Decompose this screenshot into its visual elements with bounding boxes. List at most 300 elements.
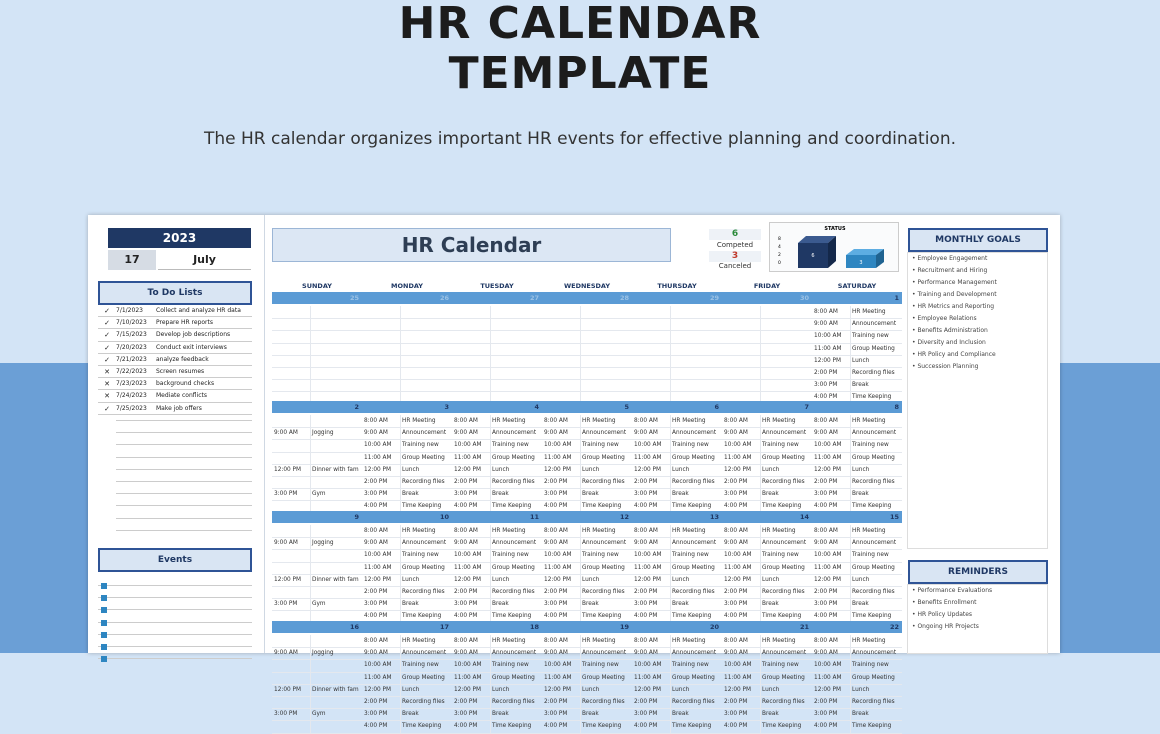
event-title[interactable]: Break: [852, 711, 869, 718]
date-number[interactable]: 8: [894, 403, 899, 411]
event-title[interactable]: Time Keeping: [762, 723, 802, 730]
event-title[interactable]: Lunch: [492, 466, 510, 473]
event-time: 10:00 AM: [544, 662, 572, 669]
event-title[interactable]: Time Keeping: [492, 613, 532, 620]
event-title[interactable]: HR Meeting: [582, 528, 616, 534]
todo-task: Collect and analyze HR data: [156, 307, 241, 314]
event-title[interactable]: Group Meeting: [762, 454, 805, 461]
event-title[interactable]: Group Meeting: [672, 454, 715, 461]
event-title[interactable]: Training new: [672, 662, 709, 669]
event-title[interactable]: Group Meeting: [852, 674, 895, 681]
date-number[interactable]: 13: [709, 513, 719, 521]
event-title[interactable]: Lunch: [672, 466, 690, 473]
events-header: Events: [98, 548, 252, 572]
event-title[interactable]: Recording files: [672, 589, 715, 595]
event-time: 2:00 PM: [634, 699, 658, 705]
event-title[interactable]: Recording files: [492, 699, 535, 705]
event-time: 12:00 PM: [364, 466, 392, 473]
event-title[interactable]: Break: [402, 491, 419, 498]
event-time: 12:00 PM: [814, 576, 842, 583]
date-number[interactable]: 9: [354, 513, 359, 521]
event-title[interactable]: Announcement: [492, 650, 537, 657]
date-number[interactable]: 20: [709, 623, 719, 631]
event-title[interactable]: Announcement: [852, 321, 897, 328]
event-title[interactable]: Lunch: [582, 576, 600, 583]
event-title[interactable]: Gym: [312, 491, 326, 498]
event-title[interactable]: Group Meeting: [582, 454, 625, 461]
date-number[interactable]: 4: [534, 403, 539, 411]
todo-empty-row[interactable]: [116, 444, 252, 445]
event-title[interactable]: Break: [582, 601, 599, 608]
todo-task: Screen resumes: [156, 367, 205, 375]
event-time: 9:00 AM: [634, 650, 658, 657]
event-title[interactable]: Time Keeping: [762, 613, 802, 620]
event-title[interactable]: Training new: [582, 662, 619, 669]
event-title[interactable]: Recording files: [852, 370, 895, 376]
date-number[interactable]: 3: [444, 403, 449, 411]
date-number[interactable]: 19: [619, 623, 629, 631]
event-title[interactable]: Break: [852, 601, 869, 608]
event-title[interactable]: Training new: [582, 442, 619, 449]
event-time: 4:00 PM: [544, 503, 568, 510]
event-time: 9:00 AM: [814, 321, 838, 328]
event-title[interactable]: Group Meeting: [402, 674, 445, 681]
current-month[interactable]: July: [158, 250, 251, 270]
todo-status-icon[interactable]: ✓: [104, 331, 110, 340]
todo-empty-row[interactable]: [116, 457, 252, 458]
event-title[interactable]: Group Meeting: [672, 674, 715, 681]
event-title[interactable]: HR Meeting: [402, 418, 436, 424]
event-title[interactable]: Training new: [492, 662, 529, 669]
todo-task: Conduct exit interviews: [156, 343, 227, 351]
todo-item[interactable]: [98, 378, 252, 390]
todo-item[interactable]: [98, 403, 252, 415]
event-time: 11:00 AM: [814, 454, 842, 461]
todo-empty-row[interactable]: [116, 420, 252, 421]
event-title[interactable]: Recording files: [762, 699, 805, 705]
event-title[interactable]: Jogging: [312, 540, 334, 547]
date-number[interactable]: 30: [799, 294, 809, 302]
event-time: 9:00 AM: [364, 650, 388, 657]
event-title[interactable]: HR Meeting: [762, 528, 796, 534]
event-time: 11:00 AM: [634, 674, 662, 681]
event-title[interactable]: HR Meeting: [582, 418, 616, 424]
event-title[interactable]: Break: [672, 601, 689, 608]
goal-item: • Employee Engagement: [912, 255, 988, 262]
event-title[interactable]: Time Keeping: [672, 723, 712, 730]
event-title[interactable]: HR Meeting: [672, 638, 706, 644]
date-number[interactable]: 18: [529, 623, 539, 631]
date-number[interactable]: 27: [529, 294, 539, 302]
event-title[interactable]: Time Keeping: [492, 723, 532, 730]
event-time: 2:00 PM: [364, 699, 388, 705]
date-number[interactable]: 7: [804, 403, 809, 411]
reminder-item: • Performance Evaluations: [912, 587, 993, 594]
event-time: 4:00 PM: [814, 613, 838, 620]
event-time: 10:00 AM: [814, 662, 842, 669]
event-time: 4:00 PM: [634, 613, 658, 620]
event-title[interactable]: Time Keeping: [762, 503, 802, 510]
event-row[interactable]: [98, 574, 252, 586]
todo-empty-row[interactable]: [116, 481, 252, 482]
event-title[interactable]: Announcement: [852, 540, 897, 547]
weekday-header: SUNDAY: [302, 282, 332, 290]
todo-date: 7/10/2023: [116, 319, 147, 327]
event-title[interactable]: Training new: [582, 552, 619, 559]
todo-date: 7/25/2023: [116, 404, 147, 412]
event-title[interactable]: Announcement: [402, 540, 447, 547]
event-title[interactable]: Break: [762, 711, 779, 718]
event-title[interactable]: Lunch: [852, 466, 870, 473]
event-row[interactable]: [98, 647, 252, 659]
date-number[interactable]: 11: [529, 513, 539, 521]
weekday-header: MONDAY: [391, 282, 423, 290]
event-row[interactable]: [98, 623, 252, 635]
event-time: 3:00 PM: [814, 491, 838, 498]
event-title[interactable]: Training new: [852, 442, 889, 449]
event-time: 11:00 AM: [454, 454, 482, 461]
event-time: 12:00 PM: [724, 576, 752, 583]
event-time: 3:00 PM: [814, 601, 838, 608]
event-title[interactable]: Time Keeping: [402, 613, 442, 620]
event-title[interactable]: Recording files: [672, 699, 715, 705]
event-title[interactable]: Announcement: [672, 650, 717, 657]
goal-item: • Benefits Administration: [912, 327, 988, 334]
event-title[interactable]: Break: [852, 382, 869, 389]
event-title[interactable]: HR Meeting: [762, 418, 796, 424]
event-title[interactable]: Group Meeting: [402, 454, 445, 461]
event-time: 4:00 PM: [454, 723, 478, 730]
todo-item[interactable]: [98, 317, 252, 329]
event-title[interactable]: Announcement: [492, 430, 537, 437]
event-title[interactable]: Break: [582, 491, 599, 498]
event-title[interactable]: Training new: [402, 552, 439, 559]
event-time: 2:00 PM: [724, 699, 748, 705]
event-time: 4:00 PM: [544, 613, 568, 620]
row-line: [272, 355, 902, 356]
event-time: 12:00 PM: [634, 576, 662, 583]
todo-status-icon[interactable]: ✓: [104, 343, 110, 352]
event-title[interactable]: Announcement: [582, 430, 627, 437]
date-number[interactable]: 17: [439, 623, 449, 631]
event-time: 12:00 PM: [364, 576, 392, 583]
event-title[interactable]: Lunch: [852, 357, 870, 364]
event-title[interactable]: Time Keeping: [852, 613, 892, 620]
event-time: 12:00 PM: [544, 686, 572, 693]
event-time: 4:00 PM: [364, 613, 388, 620]
reminder-item: • HR Policy Updates: [912, 611, 973, 618]
row-line: [272, 330, 902, 331]
todo-date: 7/23/2023: [116, 380, 147, 388]
event-title[interactable]: Break: [402, 601, 419, 608]
date-number[interactable]: 1: [894, 294, 899, 302]
date-number[interactable]: 16: [349, 623, 359, 631]
year-header: 2023: [108, 228, 251, 248]
event-title[interactable]: Announcement: [492, 540, 537, 547]
event-title[interactable]: Group Meeting: [762, 674, 805, 681]
todo-empty-row[interactable]: [116, 469, 252, 470]
event-title[interactable]: Jogging: [312, 430, 334, 437]
event-time: 10:00 AM: [724, 442, 752, 449]
monthly-goals-header: MONTHLY GOALS: [908, 228, 1048, 252]
event-title[interactable]: HR Meeting: [402, 638, 436, 644]
event-title[interactable]: HR Meeting: [672, 418, 706, 424]
event-title[interactable]: Group Meeting: [582, 564, 625, 571]
event-title[interactable]: HR Meeting: [492, 638, 526, 644]
date-number[interactable]: 25: [349, 294, 359, 302]
event-title[interactable]: Announcement: [582, 650, 627, 657]
event-title[interactable]: Training new: [672, 442, 709, 449]
event-title[interactable]: HR Meeting: [582, 638, 616, 644]
event-title[interactable]: Announcement: [672, 540, 717, 547]
event-time: 4:00 PM: [724, 613, 748, 620]
event-title[interactable]: Time Keeping: [852, 503, 892, 510]
event-time: 8:00 AM: [814, 638, 838, 644]
event-title[interactable]: Announcement: [762, 540, 807, 547]
event-title[interactable]: Lunch: [762, 576, 780, 583]
event-title[interactable]: Jogging: [312, 650, 334, 657]
event-title[interactable]: Lunch: [402, 466, 420, 473]
todo-date: 7/21/2023: [116, 355, 147, 363]
date-number[interactable]: 6: [714, 403, 719, 411]
date-number[interactable]: 5: [624, 403, 629, 411]
event-title[interactable]: Lunch: [672, 686, 690, 693]
event-title[interactable]: Training new: [852, 333, 889, 340]
todo-status-icon[interactable]: ✓: [104, 355, 110, 364]
event-title[interactable]: Announcement: [852, 430, 897, 437]
event-title[interactable]: Recording files: [402, 479, 445, 485]
day-column-divider: [850, 525, 851, 623]
event-title[interactable]: Group Meeting: [582, 674, 625, 681]
event-title[interactable]: Training new: [402, 662, 439, 669]
event-title[interactable]: Break: [852, 491, 869, 498]
event-title[interactable]: Lunch: [492, 576, 510, 583]
todo-status-icon[interactable]: ✕: [104, 367, 110, 376]
event-title[interactable]: Training new: [402, 442, 439, 449]
event-title[interactable]: Announcement: [402, 650, 447, 657]
event-title[interactable]: HR Meeting: [492, 528, 526, 534]
todo-item[interactable]: [98, 329, 252, 341]
event-title[interactable]: Recording files: [672, 479, 715, 485]
event-title[interactable]: Break: [492, 601, 509, 608]
date-number[interactable]: 26: [439, 294, 449, 302]
date-number[interactable]: 14: [799, 513, 809, 521]
event-time: 8:00 AM: [544, 528, 568, 534]
event-title[interactable]: Break: [762, 601, 779, 608]
event-title[interactable]: Recording files: [762, 589, 805, 595]
day-column-divider: [310, 635, 311, 733]
event-title[interactable]: Time Keeping: [672, 613, 712, 620]
todo-empty-row[interactable]: [116, 493, 252, 494]
event-title[interactable]: Lunch: [762, 466, 780, 473]
event-title[interactable]: Group Meeting: [402, 564, 445, 571]
event-title[interactable]: Time Keeping: [402, 723, 442, 730]
event-title[interactable]: Group Meeting: [852, 454, 895, 461]
day-column-divider: [490, 415, 491, 513]
event-title[interactable]: Training new: [492, 552, 529, 559]
status-chart-svg: [770, 223, 900, 273]
todo-task: Develop job descriptions: [156, 331, 231, 339]
date-number[interactable]: 10: [439, 513, 449, 521]
todo-empty-row[interactable]: [116, 432, 252, 433]
event-title[interactable]: Announcement: [762, 430, 807, 437]
event-title[interactable]: Recording files: [492, 479, 535, 485]
event-title[interactable]: Time Keeping: [852, 394, 892, 401]
todo-status-icon[interactable]: ✓: [104, 307, 110, 315]
event-title[interactable]: Group Meeting: [852, 564, 895, 571]
event-title[interactable]: Break: [582, 711, 599, 718]
date-number[interactable]: 29: [709, 294, 719, 302]
event-title[interactable]: Recording files: [852, 479, 895, 485]
event-time: 3:00 PM: [724, 491, 748, 498]
event-title[interactable]: Group Meeting: [852, 345, 895, 352]
event-title[interactable]: Group Meeting: [492, 454, 535, 461]
event-time: 11:00 AM: [544, 674, 572, 681]
event-title[interactable]: Recording files: [582, 479, 625, 485]
event-time: 8:00 AM: [364, 528, 388, 534]
reminder-item: • Benefits Enrollment: [912, 599, 977, 606]
event-title[interactable]: Break: [762, 491, 779, 498]
event-title[interactable]: Recording files: [402, 589, 445, 595]
event-title[interactable]: Time Keeping: [582, 503, 622, 510]
day-column-divider: [670, 415, 671, 513]
event-title[interactable]: Time Keeping: [582, 613, 622, 620]
event-title[interactable]: Announcement: [762, 650, 807, 657]
status-axis-tick: 4: [778, 245, 781, 250]
todo-status-icon[interactable]: ✕: [104, 392, 110, 401]
event-title[interactable]: Announcement: [852, 650, 897, 657]
event-title[interactable]: Gym: [312, 601, 326, 608]
todo-status-icon[interactable]: ✓: [104, 404, 110, 413]
event-row[interactable]: [98, 598, 252, 610]
event-title[interactable]: Recording files: [492, 589, 535, 595]
event-row[interactable]: [98, 635, 252, 647]
event-title[interactable]: Training new: [672, 552, 709, 559]
event-title[interactable]: Training new: [492, 442, 529, 449]
event-title[interactable]: Recording files: [582, 699, 625, 705]
event-time: 10:00 AM: [814, 552, 842, 559]
event-title[interactable]: Break: [402, 711, 419, 718]
event-title[interactable]: Training new: [852, 662, 889, 669]
event-title[interactable]: Time Keeping: [582, 723, 622, 730]
event-title[interactable]: Dinner with fam: [312, 576, 359, 583]
event-title[interactable]: Group Meeting: [492, 564, 535, 571]
todo-task: Prepare HR reports: [156, 319, 213, 327]
event-title[interactable]: Training new: [762, 442, 799, 449]
event-title[interactable]: Recording files: [852, 589, 895, 595]
event-title[interactable]: Recording files: [762, 479, 805, 485]
todo-status-icon[interactable]: ✓: [104, 319, 110, 328]
event-title[interactable]: Lunch: [402, 686, 420, 693]
date-number[interactable]: 15: [889, 513, 899, 521]
event-title[interactable]: HR Meeting: [492, 418, 526, 424]
event-title[interactable]: Announcement: [672, 430, 717, 437]
event-time: 9:00 AM: [274, 650, 298, 657]
day-column-divider: [760, 525, 761, 623]
event-title[interactable]: Announcement: [402, 430, 447, 437]
event-time: 10:00 AM: [724, 662, 752, 669]
weekday-header: TUESDAY: [480, 282, 514, 290]
date-number[interactable]: 2: [354, 403, 359, 411]
goal-item: • Diversity and Inclusion: [912, 339, 986, 346]
date-number[interactable]: 21: [799, 623, 809, 631]
event-time: 8:00 AM: [814, 528, 838, 534]
event-title[interactable]: Group Meeting: [762, 564, 805, 571]
event-title[interactable]: Dinner with fam: [312, 686, 359, 693]
event-title[interactable]: HR Meeting: [852, 638, 886, 644]
event-time: 9:00 AM: [634, 430, 658, 437]
todo-status-icon[interactable]: ✕: [104, 380, 110, 389]
event-title[interactable]: HR Meeting: [672, 528, 706, 534]
event-title[interactable]: Lunch: [582, 686, 600, 693]
event-title[interactable]: HR Meeting: [852, 418, 886, 424]
event-title[interactable]: Lunch: [762, 686, 780, 693]
event-title[interactable]: Announcement: [582, 540, 627, 547]
todo-item[interactable]: [98, 305, 252, 317]
todo-task: background checks: [156, 380, 215, 388]
event-time: 3:00 PM: [634, 711, 658, 718]
todo-item[interactable]: [98, 354, 252, 366]
event-title[interactable]: Time Keeping: [852, 723, 892, 730]
event-title[interactable]: Gym: [312, 711, 326, 718]
event-title[interactable]: Lunch: [852, 686, 870, 693]
event-title[interactable]: Recording files: [852, 699, 895, 705]
event-title[interactable]: Lunch: [582, 466, 600, 473]
event-title[interactable]: Break: [492, 491, 509, 498]
event-title[interactable]: Break: [672, 711, 689, 718]
event-title[interactable]: HR Meeting: [852, 528, 886, 534]
todo-item[interactable]: [98, 342, 252, 354]
event-title[interactable]: Lunch: [492, 686, 510, 693]
event-title[interactable]: Break: [492, 711, 509, 718]
event-title[interactable]: Group Meeting: [672, 564, 715, 571]
date-number[interactable]: 22: [889, 623, 899, 631]
event-title[interactable]: Lunch: [852, 576, 870, 583]
event-title[interactable]: HR Meeting: [762, 638, 796, 644]
event-title[interactable]: Recording files: [402, 699, 445, 705]
event-time: 10:00 AM: [634, 442, 662, 449]
todo-item[interactable]: [98, 366, 252, 378]
event-title[interactable]: Break: [672, 491, 689, 498]
event-row[interactable]: [98, 586, 252, 598]
event-title[interactable]: Time Keeping: [402, 503, 442, 510]
date-number[interactable]: 12: [619, 513, 629, 521]
event-title[interactable]: Time Keeping: [672, 503, 712, 510]
event-title[interactable]: Training new: [762, 662, 799, 669]
todo-empty-row[interactable]: [116, 518, 252, 519]
event-title[interactable]: Time Keeping: [492, 503, 532, 510]
status-chart: [769, 222, 899, 272]
event-time: 11:00 AM: [724, 454, 752, 461]
date-number[interactable]: 28: [619, 294, 629, 302]
event-title[interactable]: Group Meeting: [492, 674, 535, 681]
event-title[interactable]: HR Meeting: [402, 528, 436, 534]
event-title[interactable]: Lunch: [402, 576, 420, 583]
event-title[interactable]: Dinner with fam: [312, 466, 359, 473]
event-title[interactable]: Recording files: [582, 589, 625, 595]
event-time: 9:00 AM: [724, 540, 748, 547]
event-title[interactable]: HR Meeting: [852, 309, 886, 315]
row-line: [272, 367, 902, 368]
event-row[interactable]: [98, 611, 252, 623]
todo-item[interactable]: [98, 390, 252, 402]
event-title[interactable]: Lunch: [672, 576, 690, 583]
event-title[interactable]: Training new: [762, 552, 799, 559]
event-time: 11:00 AM: [544, 454, 572, 461]
event-title[interactable]: Training new: [852, 552, 889, 559]
todo-empty-row[interactable]: [116, 530, 252, 531]
todo-empty-row[interactable]: [116, 505, 252, 506]
